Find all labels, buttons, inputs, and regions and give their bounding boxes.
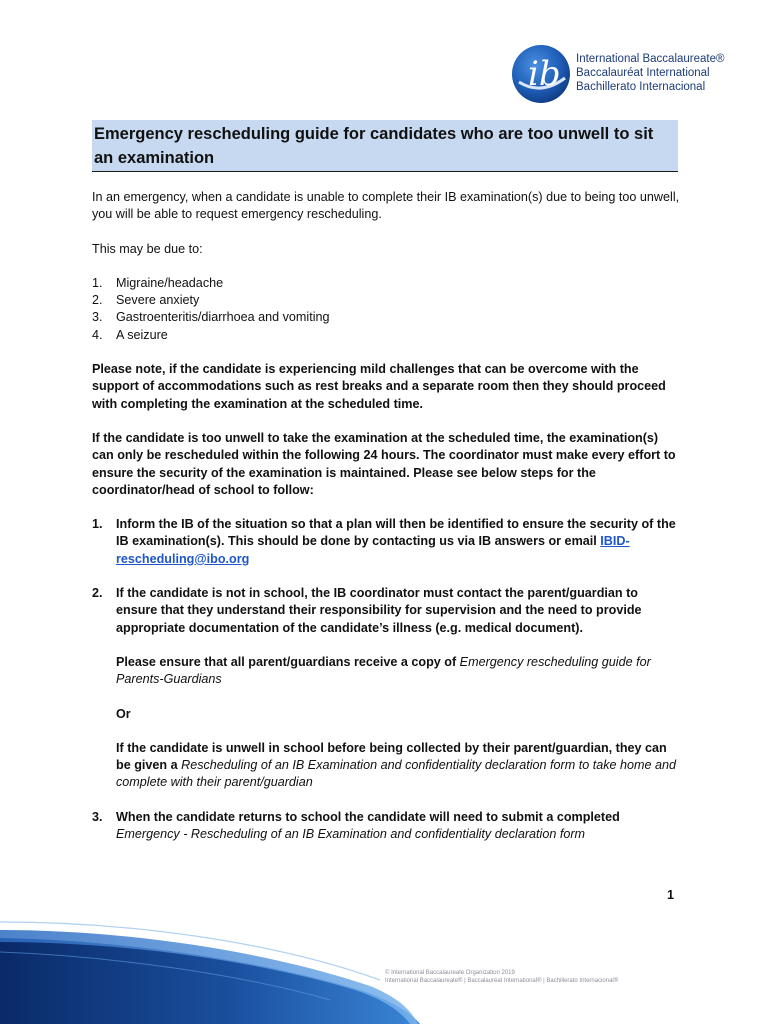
list-item	[92, 275, 682, 292]
list-item-text: Migraine/headache	[116, 275, 224, 290]
step-2-text: If the candidate is not in school, the IB coordinator must contact the parent/guardian to ensure that they understand their responsibility for supervision and the need to provide appropriate documentation of the candidate’s illness (e.g. medical document).	[116, 586, 642, 635]
step-3-italic: Emergency - Rescheduling of an IB Examination and confidentiality declaration form	[116, 827, 586, 842]
reasons-list	[92, 275, 682, 344]
page-title: Emergency rescheduling guide for candidates who are too unwell to sit an examination	[94, 125, 654, 167]
note-paragraph: Please note, if the candidate is experiencing mild challenges that can be overcome with the support of accommodations such as rest breaks and a separate room then they should proceed with completing the examination at the scheduled time.	[92, 362, 666, 411]
step-1	[92, 516, 682, 568]
list-item-text: A seizure	[116, 327, 168, 342]
step-2-school-italic: Rescheduling of an IB Examination and confidentiality declaration form to take home and complete with their parent/guardian	[116, 758, 677, 790]
step-1-text: Inform the IB of the situation so that a plan will then be identified to ensure the security of the IB examination(s). This should be done by contacting us via IB answers or email	[116, 517, 676, 549]
document-body	[92, 189, 682, 860]
unwell-paragraph: If the candidate is too unwell to take the examination at the scheduled time, the examination(s) can only be rescheduled within the following 24 hours. The coordinator must make every effort to ensure the security of the examination is maintained. Please see below steps for the coordinator/head of school to follow:	[92, 430, 676, 497]
list-item	[92, 292, 682, 309]
steps-list	[92, 516, 682, 843]
step-2-or: Or	[116, 706, 131, 721]
logo-line-1: International Baccalaureate®	[576, 53, 725, 65]
step-2	[92, 585, 682, 792]
step-2-copy	[116, 654, 682, 689]
title-banner	[92, 120, 678, 172]
list-item	[92, 327, 682, 344]
logo-wordmark	[576, 52, 724, 94]
ib-logo-icon	[511, 44, 571, 104]
step-2-school-text: If the candidate is unwell in school before being collected by their parent/guardian, they can be given a	[116, 740, 667, 773]
due-to-label: This may be due to:	[92, 241, 203, 256]
step-2-school	[116, 740, 682, 792]
step-number: 3.	[92, 809, 103, 824]
logo-line-2: Baccalauréat International	[576, 67, 710, 79]
step-2-copy-title: Emergency rescheduling guide for Parents-Guardians	[116, 654, 651, 687]
step-2-copy-text: Please ensure that all parent/guardians receive a copy of	[116, 654, 460, 669]
footer-line-2: International Baccalaureate® | Baccalauréat International® | Bachillerato Internacional®	[385, 978, 619, 984]
footer-wave-graphic	[0, 900, 768, 1024]
list-number: 1.	[92, 275, 103, 290]
intro-paragraph: In an emergency, when a candidate is unable to complete their IB examination(s) due to being too unwell, you will be able to request emergency rescheduling.	[92, 190, 680, 222]
list-item	[92, 309, 682, 326]
list-number: 4.	[92, 327, 103, 342]
footer-line-1: © International Baccalaureate Organization 2019	[385, 970, 515, 976]
step-number: 1.	[92, 517, 103, 532]
svg-text:ib: ib	[528, 54, 561, 94]
logo-line-3: Bachillerato Internacional	[576, 81, 706, 93]
list-number: 2.	[92, 293, 103, 308]
step-number: 2.	[92, 586, 103, 601]
page-number: 1	[667, 888, 675, 902]
email-link[interactable]: IBID-rescheduling@ibo.org	[116, 534, 630, 566]
list-item-text: Gastroenteritis/diarrhoea and vomiting	[116, 310, 330, 325]
step-3	[92, 809, 682, 844]
list-item-text: Severe anxiety	[116, 293, 200, 308]
footer-copyright	[385, 969, 618, 985]
step-3-text: When the candidate returns to school the candidate will need to submit a completed	[116, 809, 620, 824]
list-number: 3.	[92, 310, 103, 325]
